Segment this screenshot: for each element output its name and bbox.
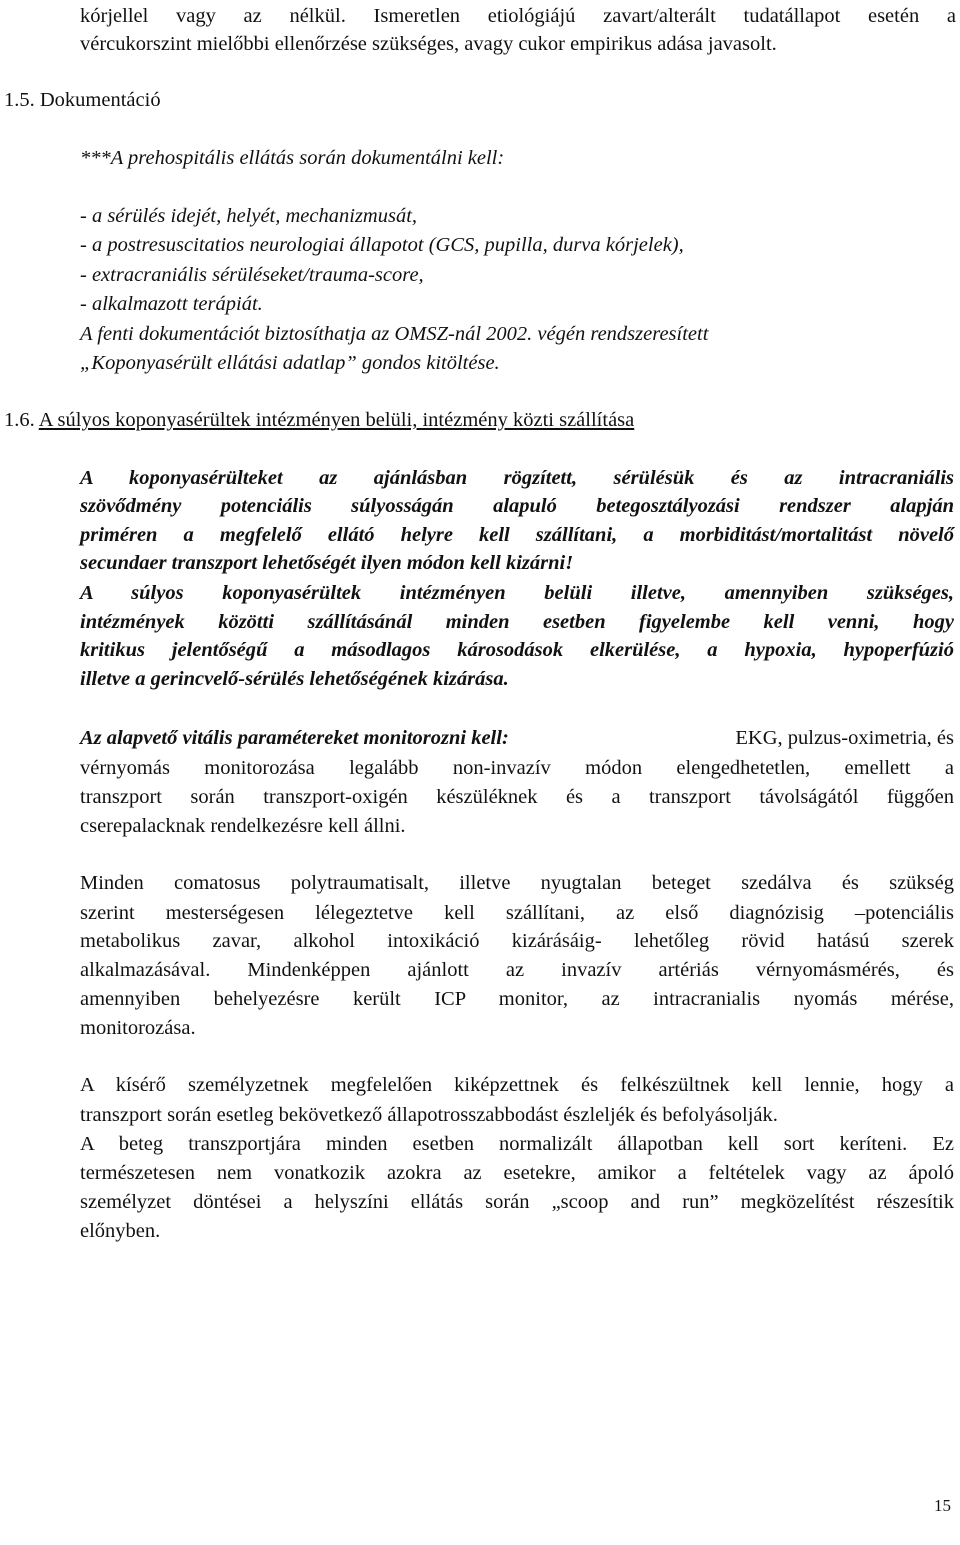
paragraph-line: természetesen nem vonatkozik azokra az esetekre, amikor a feltételek vagy az ápoló (80, 1162, 954, 1184)
list-item: - extracraniális sérüléseket/trauma-score, (80, 264, 424, 286)
paragraph-line: monitorozása. (80, 1017, 196, 1039)
paragraph-line: alkalmazásával. Mindenképpen ajánlott az invazív artériás vérnyomásmérés, és (80, 959, 954, 981)
paragraph-line: A beteg transzportjára minden esetben normalizált állapotban kell sort keríteni. Ez (80, 1133, 954, 1155)
paragraph-line: A súlyos koponyasérültek intézményen belüli illetve, amennyiben szükséges, (80, 582, 954, 604)
paragraph-line: transzport során transzport-oxigén készüléknek és a transzport távolságától függően (80, 786, 954, 808)
page-number: 15 (934, 1496, 951, 1515)
paragraph-line: secundaer transzport lehetőségét ilyen módon kell kizárni! (80, 552, 574, 574)
paragraph-line: cserepalacknak rendelkezésre kell állni. (80, 815, 406, 837)
paragraph-line: metabolikus zavar, alkohol intoxikáció kizárásáig- lehetőleg rövid hatású szerek (80, 930, 954, 952)
vital-parameters-lead: Az alapvető vitális paramétereket monitorozni kell: (80, 727, 509, 749)
paragraph-line: A kísérő személyzetnek megfelelően kiképzettnek és felkészültnek kell lennie, hogy a (80, 1074, 954, 1096)
section-heading: 1.5. Dokumentáció (4, 89, 161, 111)
paragraph-line: intézmények közötti szállításánál minden esetben figyelembe kell venni, hogy (80, 611, 954, 633)
documentation-note: „Koponyasérült ellátási adatlap” gondos kitöltése. (80, 352, 500, 374)
paragraph-line (80, 724, 954, 752)
paragraph-line: vércukorszint mielőbbi ellenőrzése szükséges, avagy cukor empirikus adása javasolt. (80, 33, 777, 55)
paragraph-line: A koponyasérülteket az ajánlásban rögzített, sérülésük és az intracraniális (80, 467, 954, 489)
list-item: - a postresuscitatios neurologiai állapotot (GCS, pupilla, durva kórjelek), (80, 234, 684, 256)
paragraph-line: előnyben. (80, 1220, 161, 1242)
paragraph-line: vérnyomás monitorozása legalább non-invazív módon elengedhetetlen, emellett a (80, 757, 954, 779)
paragraph-line: kritikus jelentőségű a másodlagos károsodások elkerülése, a hypoxia, hypoperfúzió (80, 639, 954, 661)
list-item: - alkalmazott terápiát. (80, 293, 263, 315)
paragraph-line: személyzet döntései a helyszíni ellátás során „scoop and run” megközelítést részesítik (80, 1191, 954, 1213)
paragraph-line: szövődmény potenciális súlyosságán alapuló betegosztályozási rendszer alapján (80, 495, 954, 517)
section-title: A súlyos koponyasérültek intézményen belüli, intézmény közti szállítása (38, 409, 635, 431)
paragraph-fragment: EKG, pulzus-oximetria, és (735, 727, 954, 749)
documentation-intro: ***A prehospitális ellátás során dokumentálni kell: (80, 147, 505, 169)
paragraph-line: Minden comatosus polytraumatisalt, illetve nyugtalan beteget szedálva és szükség (80, 872, 954, 894)
paragraph-line: illetve a gerincvelő-sérülés lehetőségének kizárása. (80, 668, 509, 690)
documentation-note: A fenti dokumentációt biztosíthatja az OMSZ-nál 2002. végén rendszeresített (80, 323, 709, 345)
paragraph-line: transzport során esetleg bekövetkező állapotrosszabbodást észleljék és befolyásolják. (80, 1104, 778, 1126)
list-item: - a sérülés idejét, helyét, mechanizmusát, (80, 205, 418, 227)
section-number: 1.6. (4, 409, 35, 431)
paragraph-line: kórjellel vagy az nélkül. Ismeretlen etiológiájú zavart/alterált tudatállapot esetén a (80, 5, 956, 27)
section-heading (4, 406, 634, 434)
paragraph-line: amennyiben behelyezésre került ICP monitor, az intracranialis nyomás mérése, (80, 988, 954, 1010)
paragraph-line: szerint mesterségesen lélegeztetve kell szállítani, az első diagnózisig –potenciális (80, 902, 954, 924)
paragraph-line: priméren a megfelelő ellátó helyre kell szállítani, a morbiditást/mortalitást növelő (80, 524, 954, 546)
